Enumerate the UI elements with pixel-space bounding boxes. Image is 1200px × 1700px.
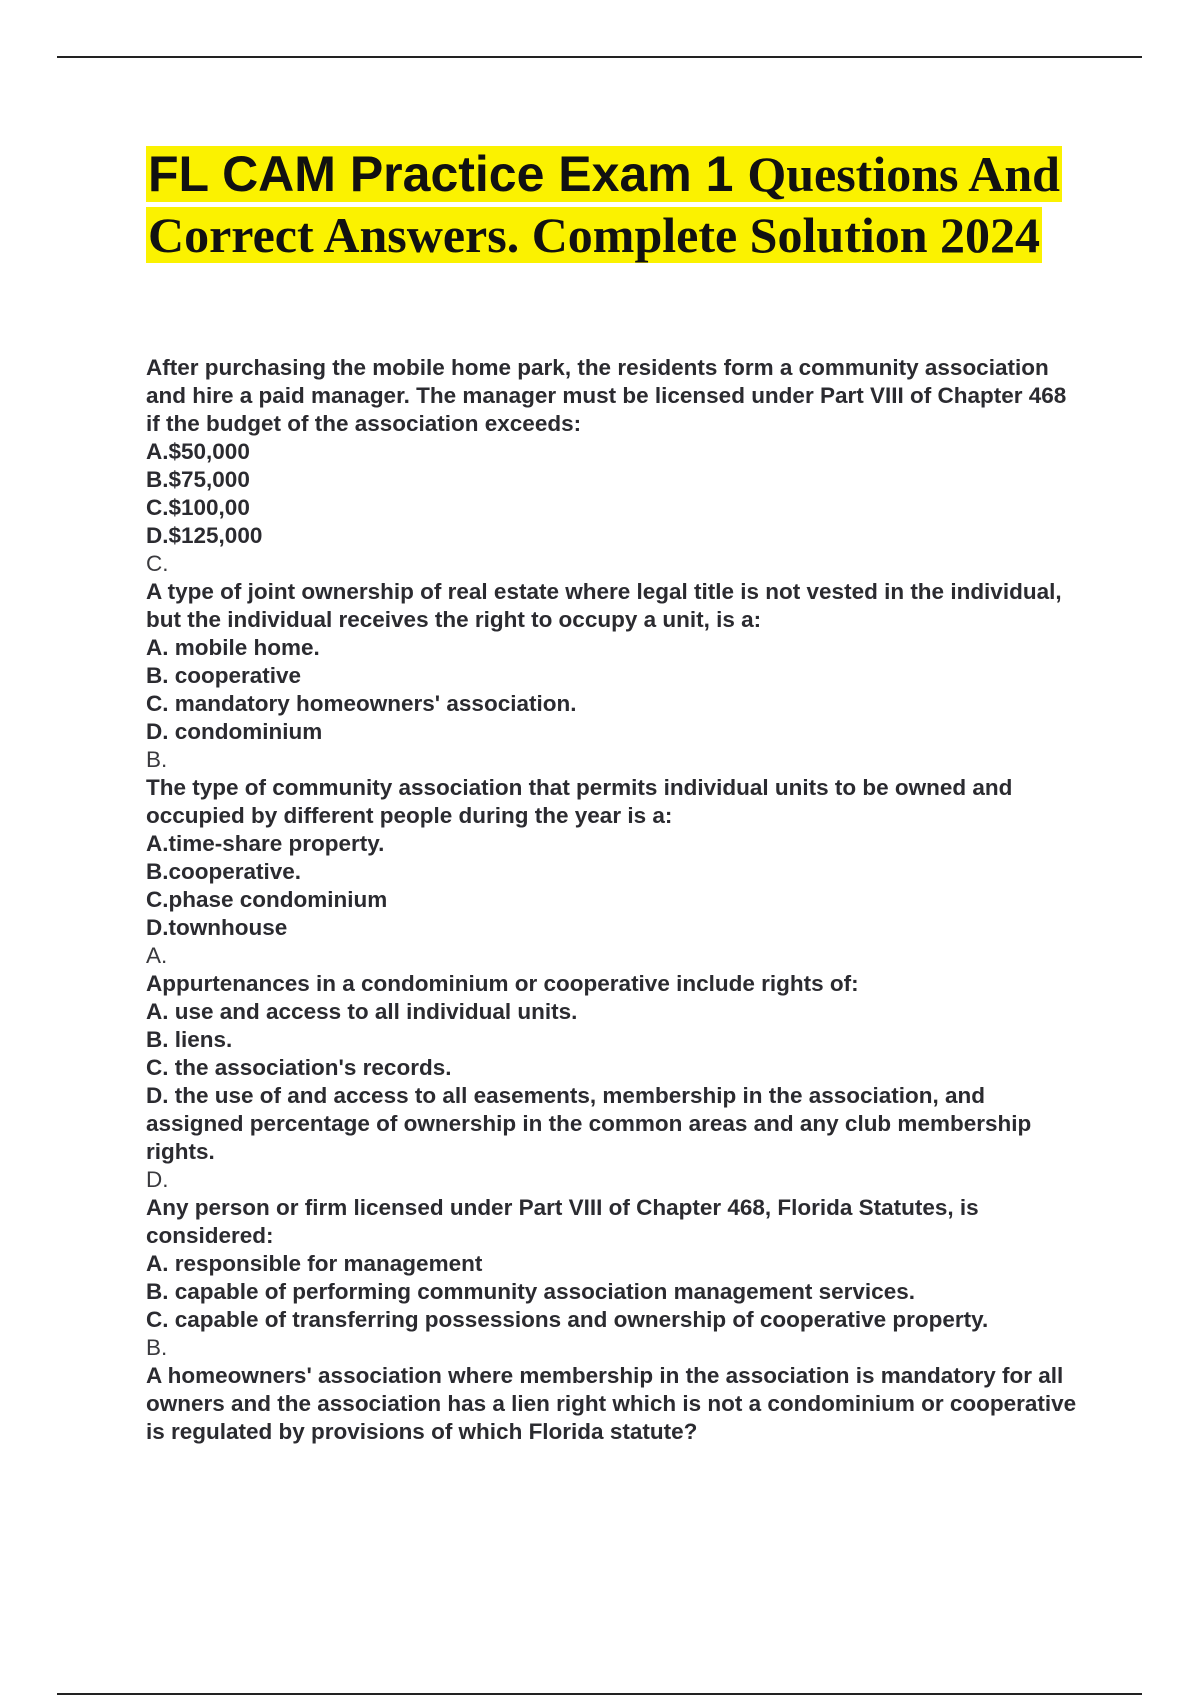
question-block [146, 1362, 1086, 1446]
question-block [146, 970, 1086, 1194]
document-title [146, 144, 1146, 266]
title-part-2: Questions And Correct Answers. Complete Solution 2024 [148, 146, 1060, 263]
answer-option: D. the use of and access to all easements, membership in the association, and assigned percentage of ownership in the common areas and any club membership rights. [146, 1083, 1032, 1164]
answer-option: C. the association's records. [146, 1055, 452, 1080]
question-text: A type of joint ownership of real estate where legal title is not vested in the individual, but the individual receives the right to occupy a unit, is a: [146, 579, 1062, 632]
bottom-rule [57, 1693, 1142, 1695]
answer-option: A.$50,000 [146, 439, 250, 464]
answer-option: C. mandatory homeowners' association. [146, 691, 577, 716]
answer-option: A. responsible for management [146, 1251, 483, 1276]
question-block [146, 774, 1086, 970]
answer-option: C.phase condominium [146, 887, 388, 912]
question-block [146, 1194, 1086, 1362]
correct-answer: D. [146, 1167, 169, 1192]
question-block [146, 354, 1086, 578]
answer-option: B.$75,000 [146, 467, 250, 492]
correct-answer: B. [146, 1335, 168, 1360]
question-text: Appurtenances in a condominium or cooperative include rights of: [146, 971, 859, 996]
correct-answer: C. [146, 551, 169, 576]
question-text: The type of community association that permits individual units to be owned and occupied by different people during the year is a: [146, 775, 1013, 828]
answer-option: B. liens. [146, 1027, 233, 1052]
question-text: A homeowners' association where membership in the association is mandatory for all owners and the association has a lien right which is not a condominium or cooperative is regulated by provisions of which Florida statute? [146, 1363, 1077, 1444]
top-rule [57, 56, 1142, 58]
answer-option: B. capable of performing community association management services. [146, 1279, 915, 1304]
answer-option: D.townhouse [146, 915, 288, 940]
answer-option: A.time-share property. [146, 831, 385, 856]
answer-option: C.$100,00 [146, 495, 250, 520]
title-part-1: FL CAM Practice Exam 1 [148, 146, 748, 202]
answer-option: A. mobile home. [146, 635, 320, 660]
question-text: Any person or firm licensed under Part VIII of Chapter 468, Florida Statutes, is considered: [146, 1195, 979, 1248]
answer-option: C. capable of transferring possessions and ownership of cooperative property. [146, 1307, 989, 1332]
correct-answer: B. [146, 747, 168, 772]
answer-option: A. use and access to all individual units. [146, 999, 578, 1024]
question-text: After purchasing the mobile home park, the residents form a community association and hire a paid manager. The manager must be licensed under Part VIII of Chapter 468 if the budget of the association exceeds: [146, 355, 1067, 436]
question-list [146, 354, 1086, 1446]
question-block [146, 578, 1086, 774]
correct-answer: A. [146, 943, 168, 968]
answer-option: D.$125,000 [146, 523, 263, 548]
answer-option: B. cooperative [146, 663, 302, 688]
answer-option: D. condominium [146, 719, 323, 744]
answer-option: B.cooperative. [146, 859, 302, 884]
